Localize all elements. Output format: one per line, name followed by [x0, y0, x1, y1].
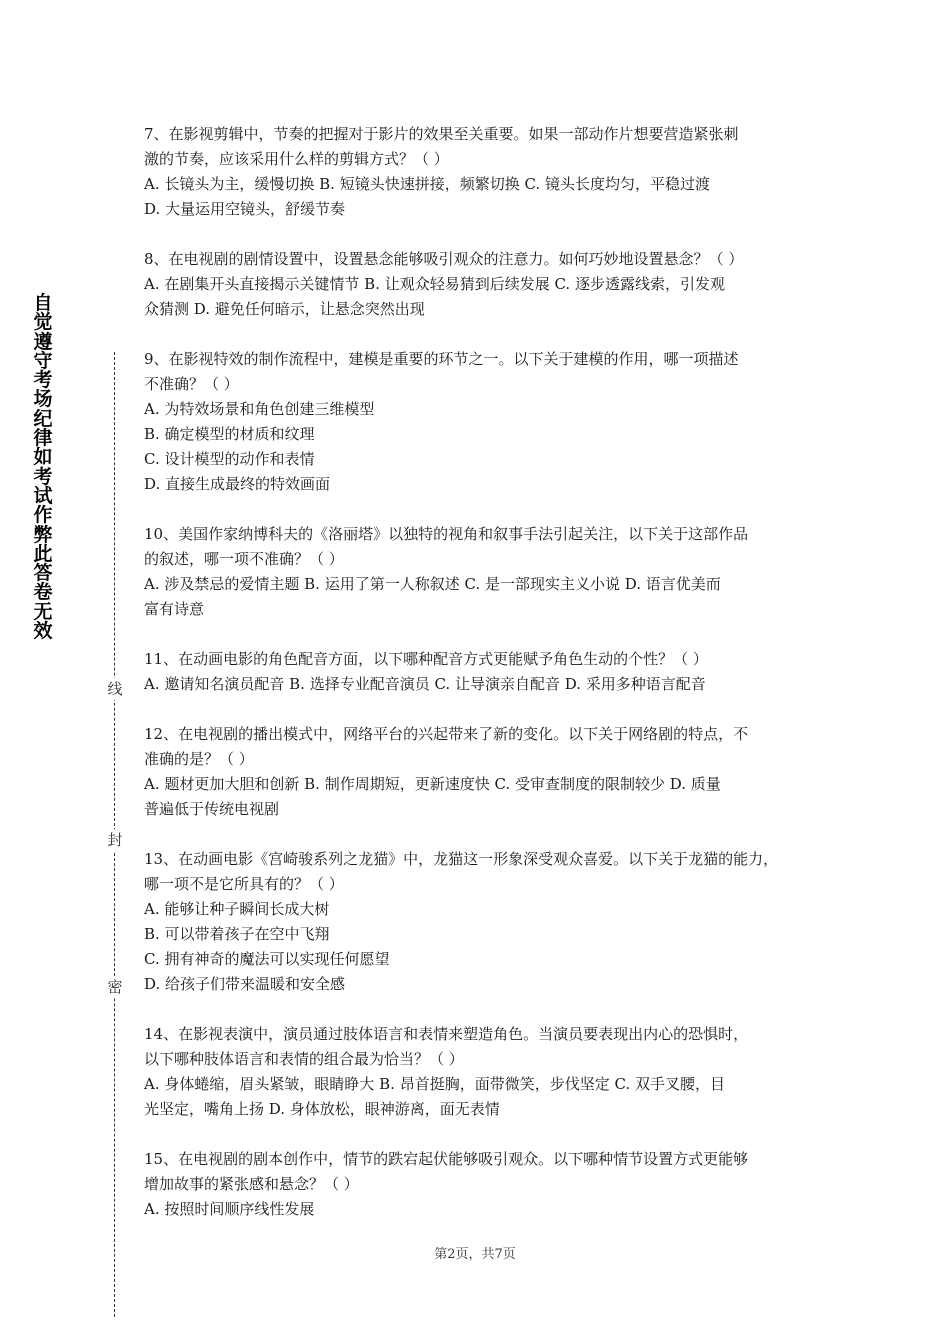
question-text-line: C. 设计模型的动作和表情 — [144, 450, 315, 468]
question-stem: 7、在影视剪辑中，节奏的把握对于影片的效果至关重要。如果一部动作片想要营造紧张刺 — [144, 125, 739, 143]
question-text-line: A. 邀请知名演员配音 B. 选择专业配音演员 C. 让导演亲自配音 D. 采用多种语言配音 — [144, 675, 706, 693]
question-stem: 10、美国作家纳博科夫的《洛丽塔》以独特的视角和叙事手法引起关注，以下关于这部作品 — [144, 525, 749, 543]
question-text-line: 富有诗意 — [144, 600, 205, 618]
warning-char: 律 — [33, 427, 53, 450]
question-text-line: 光坚定，嘴角上扬 D. 身体放松，眼神游离，面无表情 — [144, 1100, 500, 1118]
question-text-line: A. 按照时间顺序线性发展 — [144, 1200, 315, 1218]
question-text-line: A. 题材更加大胆和创新 B. 制作周期短，更新速度快 C. 受审查制度的限制较少 D. 质量 — [144, 775, 721, 793]
question-text-line: 的叙述，哪一项不准确？（ ） — [144, 550, 344, 568]
page-footer — [0, 1246, 950, 1264]
question-11 — [144, 647, 816, 697]
question-stem: 14、在影视表演中，演员通过肢体语言和表情来塑造角色。当演员要表现出内心的恐惧时， — [144, 1025, 749, 1043]
question-stem: 9、在影视特效的制作流程中，建模是重要的环节之一。以下关于建模的作用，哪一项描述 — [144, 350, 739, 368]
question-13 — [144, 847, 816, 997]
warning-char: 答 — [33, 562, 53, 585]
question-text-line: 不准确？（ ） — [144, 375, 239, 393]
question-stem: 15、在电视剧的剧本创作中，情节的跌宕起伏能够吸引观众。以下哪种情节设置方式更能够 — [144, 1150, 749, 1168]
warning-char: 此 — [33, 542, 53, 565]
question-14 — [144, 1022, 816, 1122]
question-8 — [144, 247, 816, 322]
question-text-line: A. 能够让种子瞬间长成大树 — [144, 900, 330, 918]
question-7 — [144, 122, 816, 222]
question-10 — [144, 522, 816, 622]
current-page-number: 2 — [447, 1247, 456, 1262]
footer-suffix: 页 — [502, 1247, 516, 1262]
warning-char: 觉 — [33, 311, 53, 334]
question-list — [144, 122, 816, 1247]
binding-mark-line: 线 — [107, 680, 123, 698]
warning-char: 场 — [33, 388, 53, 411]
question-text-line: 普遍低于传统电视剧 — [144, 800, 280, 818]
warning-char: 效 — [33, 620, 53, 643]
question-text-line: A. 身体蜷缩，眉头紧皱，眼睛睁大 B. 昂首挺胸，面带微笑，步伐坚定 C. 双手叉腰，目 — [144, 1075, 725, 1093]
question-text-line: 众猜测 D. 避免任何暗示，让悬念突然出现 — [144, 300, 425, 318]
warning-char: 卷 — [33, 581, 53, 604]
question-text-line: 哪一项不是它所具有的？（ ） — [144, 875, 344, 893]
footer-middle: 页，共 — [455, 1247, 495, 1262]
footer-prefix: 第 — [434, 1247, 448, 1262]
warning-char: 无 — [33, 600, 53, 623]
question-text-line: 激的节奏，应该采用什么样的剪辑方式？（ ） — [144, 150, 449, 168]
question-text-line: A. 涉及禁忌的爱情主题 B. 运用了第一人称叙述 C. 是一部现实主义小说 D. 语言优美而 — [144, 575, 721, 593]
warning-char: 守 — [33, 349, 53, 372]
warning-char: 考 — [33, 465, 53, 488]
question-stem: 11、在动画电影的角色配音方面，以下哪种配音方式更能赋予角色生动的个性？（ ） — [144, 650, 708, 668]
question-text-line: A. 为特效场景和角色创建三维模型 — [144, 400, 375, 418]
warning-char: 自 — [33, 292, 53, 314]
question-text-line: A. 在剧集开头直接揭示关键情节 B. 让观众轻易猜到后续发展 C. 逐步透露线索，引发观 — [144, 275, 725, 293]
question-stem: 12、在电视剧的播出模式中，网络平台的兴起带来了新的变化。以下关于网络剧的特点，不 — [144, 725, 749, 743]
exam-discipline-warning — [28, 294, 58, 641]
question-text-line: C. 拥有神奇的魔法可以实现任何愿望 — [144, 950, 390, 968]
question-text-line: D. 给孩子们带来温暖和安全感 — [144, 975, 346, 993]
question-text-line: 增加故事的紧张感和悬念？（ ） — [144, 1175, 359, 1193]
binding-mark-secret: 密 — [107, 978, 123, 996]
warning-char: 纪 — [33, 407, 53, 430]
question-text-line: B. 确定模型的材质和纹理 — [144, 425, 315, 443]
question-text-line: B. 可以带着孩子在空中飞翔 — [144, 925, 330, 943]
question-text-line: D. 大量运用空镜头，舒缓节奏 — [144, 200, 346, 218]
warning-char: 作 — [33, 504, 53, 527]
warning-char: 如 — [33, 446, 53, 469]
question-9 — [144, 347, 816, 497]
binding-mark-seal: 封 — [107, 831, 123, 849]
question-12 — [144, 722, 816, 822]
question-stem: 8、在电视剧的剧情设置中，设置悬念能够吸引观众的注意力。如何巧妙地设置悬念？（ ） — [144, 250, 744, 268]
warning-char: 试 — [33, 484, 53, 507]
question-text-line: A. 长镜头为主，缓慢切换 B. 短镜头快速拼接，频繁切换 C. 镜头长度均匀，平稳过渡 — [144, 175, 710, 193]
warning-char: 弊 — [33, 523, 53, 546]
question-stem: 13、在动画电影《宫崎骏系列之龙猫》中，龙猫这一形象深受观众喜爱。以下关于龙猫的能力， — [144, 850, 779, 868]
question-text-line: 准确的是？（ ） — [144, 750, 254, 768]
question-text-line: D. 直接生成最终的特效画面 — [144, 475, 331, 493]
warning-char: 遵 — [33, 330, 53, 353]
question-text-line: 以下哪种肢体语言和表情的组合最为恰当？（ ） — [144, 1050, 464, 1068]
total-page-count: 7 — [494, 1247, 503, 1262]
warning-char: 考 — [33, 369, 53, 392]
question-15 — [144, 1147, 816, 1222]
